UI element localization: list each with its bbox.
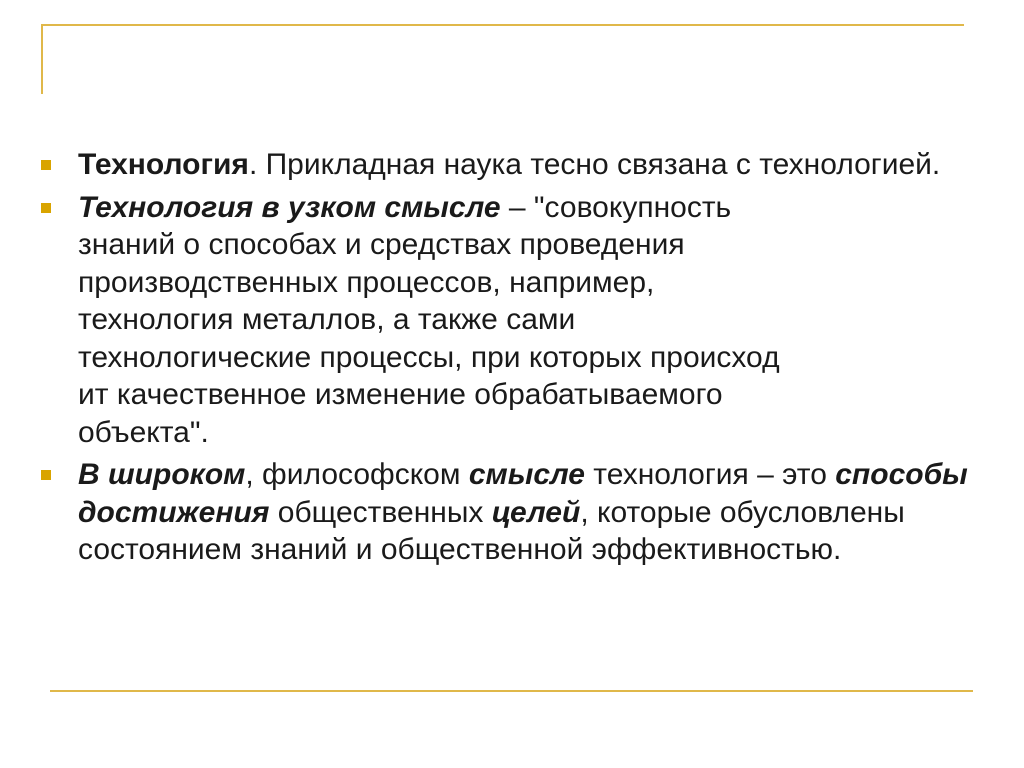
bottom-divider-line xyxy=(50,690,973,692)
term-goals: целей xyxy=(491,495,581,529)
square-bullet-icon xyxy=(41,160,51,170)
square-bullet-icon xyxy=(41,203,51,213)
definition-line: технология металлов, а также сами xyxy=(78,303,576,336)
bullet-text: , философском xyxy=(245,458,469,491)
definition-line: ит качественное изменение обрабатываемого xyxy=(78,378,723,411)
bullet-item-technology xyxy=(40,146,970,184)
top-divider-line xyxy=(41,24,964,26)
term-ways-of-achieving: способы достижения xyxy=(78,458,968,529)
bullet-item-narrow-sense xyxy=(40,189,970,452)
definition-line: технологические процессы, при которых происход xyxy=(78,340,780,374)
bullet-text: , которые обусловлены состоянием знаний и общественной эффективностью. xyxy=(78,495,905,566)
term-broad: В широком xyxy=(78,458,246,491)
definition-line: объекта". xyxy=(78,415,209,449)
term-narrow-sense: Технология в узком смысле xyxy=(78,190,501,224)
definition-line: – "совокупность xyxy=(500,190,732,224)
definition-line: знаний о способах и средствах проведения xyxy=(78,228,685,261)
bullet-text: технология – это xyxy=(584,458,836,491)
bullet-item-broad-sense xyxy=(40,456,970,569)
slide-body xyxy=(40,146,970,574)
term-technology: Технология xyxy=(78,148,249,181)
square-bullet-icon xyxy=(41,470,51,480)
bullet-text: общественных xyxy=(269,495,492,529)
definition-line: производственных процессов, например, xyxy=(78,265,655,299)
term-sense: смысле xyxy=(468,458,585,491)
left-accent-line xyxy=(41,24,43,94)
bullet-text: . Прикладная наука тесно связана с технологией. xyxy=(248,148,941,181)
